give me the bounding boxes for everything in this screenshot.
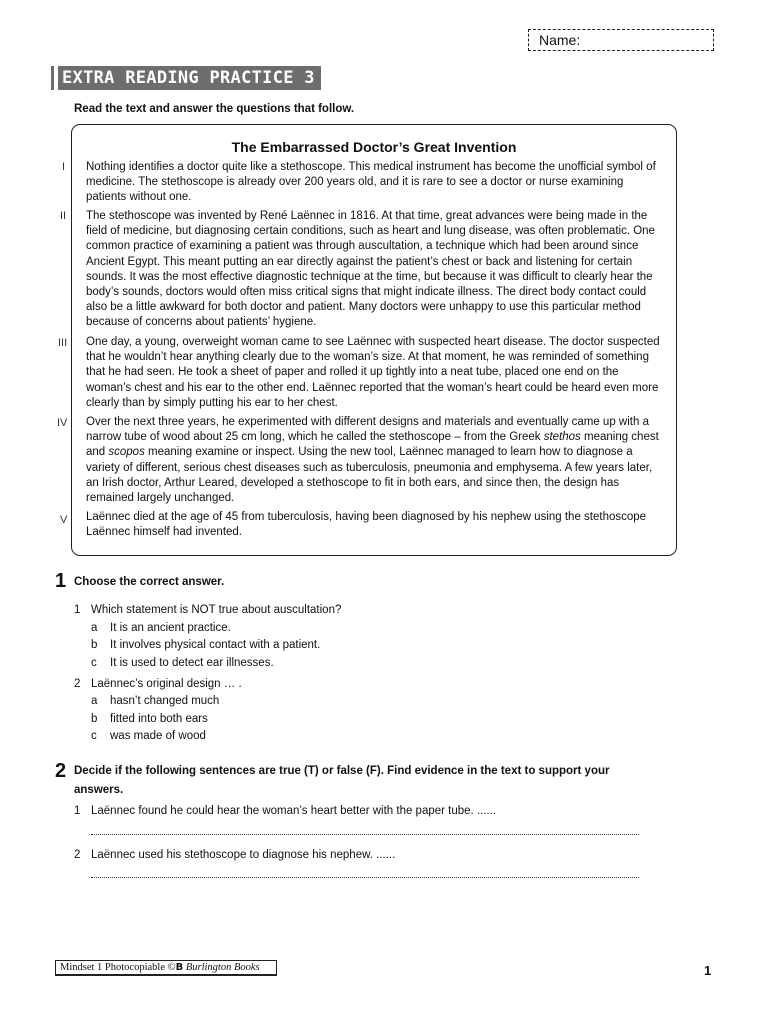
paragraph-numeral: III — [58, 337, 68, 349]
option-letter: c — [91, 730, 97, 742]
option-text: It is used to detect ear illnesses. — [110, 657, 274, 669]
option-text: hasn’t changed much — [110, 695, 220, 707]
paragraph: Nothing identifies a doctor quite like a stethoscope. This medical instrument has become the unofficial symbol of medicine. The stethoscope is already over 200 years old, and it is rare to see a doctor or nurse examining patients without one. — [86, 161, 656, 204]
option-letter: a — [91, 622, 98, 634]
answer-line[interactable] — [91, 834, 639, 835]
option-text: It involves physical contact with a patient. — [110, 639, 321, 651]
footer-publisher: Burlington Books — [183, 962, 260, 973]
answer-line[interactable] — [91, 877, 639, 878]
paragraph-text: meaning examine or inspect. Using the new tool, Laënnec managed to learn how to diagnose a variety of different, serious chest diseases such as tuberculosis, pneumonia and emphysema. A few years later, an Irish doctor, Arthur Leared, developed a stethoscope to fit in both ears, and since then, the design has remained largely unchanged. — [86, 446, 653, 505]
option-letter: c — [91, 657, 97, 669]
question-text: Laënnec used his stethoscope to diagnose his nephew. ...... — [91, 849, 396, 861]
option-letter: b — [91, 639, 98, 651]
paragraph-numeral: V — [60, 514, 68, 526]
name-label: Name: — [539, 32, 581, 48]
footer-series: Mindset 1 Photocopiable © — [60, 962, 176, 973]
option-letter: b — [91, 713, 98, 725]
question-text: Laënnec’s original design … . — [91, 678, 242, 690]
paragraph-numeral: IV — [57, 417, 68, 429]
paragraph-text: meaning chest and — [86, 431, 659, 459]
section-title: EXTRA READING PRACTICE 3 — [54, 66, 321, 90]
publisher-logo-icon: B — [175, 962, 184, 973]
paragraph — [86, 415, 666, 506]
question-text: Which statement is NOT true about auscultation? — [91, 604, 342, 616]
question-number: 2 — [74, 849, 81, 861]
paragraph: One day, a young, overweight woman came to see Laënnec with suspected heart disease. The doctor suspected that he wouldn’t hear anything clearly due to the woman’s size. At that moment, he was reminded of something that he had seen. He took a sheet of paper and rolled it up tightly into a neat tube, placed one end on the woman’s chest and his ear to the other end. Laënnec reported that the woman’s heart could be heard even more clearly than by simply putting his ear to her chest. — [86, 336, 660, 409]
paragraph-numeral: I — [62, 161, 66, 173]
question-number: 2 — [74, 678, 81, 690]
question-text: Laënnec found he could hear the woman’s heart better with the paper tube. ...... — [91, 805, 497, 817]
option-text: It is an ancient practice. — [110, 622, 231, 634]
exercise-heading: Choose the correct answer. — [74, 576, 225, 588]
reading-title: The Embarrassed Doctor’s Great Invention — [231, 139, 517, 155]
paragraph-numeral: II — [60, 210, 67, 222]
footer-credit — [55, 960, 277, 976]
option-text: was made of wood — [110, 730, 206, 742]
greek-word-stethos: stethos — [543, 431, 581, 444]
paragraph: The stethoscope was invented by René Laënnec in 1816. At that time, great advances were being made in the field of medicine, but diagnosing certain conditions, such as heart and lung disease, was often problematic. One common practice of examining a patient was through auscultation, a technique which had been around since Ancient Egypt. This meant putting an ear directly against the patient’s chest or back and listening for certain sounds. It was the most effective diagnostic technique at the time, but because it was difficult to clearly hear the body’s sounds, doctors would often miss critical signs that might indicate illness. The direct body contact could also be a little awkward for both doctor and patient. Many doctors were unhappy to use this particular method because of concerns about patients’ hygiene. — [86, 210, 655, 329]
question-number: 1 — [74, 805, 81, 817]
paragraph-text: Over the next three years, he experimented with different designs and materials and eventually came up with a narrow tube of wood about 25 cm long, which he called the stethoscope – from the Greek — [86, 416, 649, 444]
option-text: fitted into both ears — [110, 713, 208, 725]
name-field[interactable] — [528, 29, 714, 51]
paragraph: Laënnec died at the age of 45 from tuberculosis, having been diagnosed by his nephew using the stethoscope Laënnec himself had invented. — [86, 511, 647, 539]
exercise-number: 1 — [55, 570, 67, 592]
page-number: 1 — [704, 963, 712, 978]
greek-word-scopos: scopos — [108, 446, 145, 459]
exercise-heading: Decide if the following sentences are true (T) or false (F). Find evidence in the text to support your answers. — [74, 765, 610, 796]
option-letter: a — [91, 695, 98, 707]
instruction-text: Read the text and answer the questions that follow. — [74, 103, 355, 115]
question-number: 1 — [74, 604, 81, 616]
exercise-number: 2 — [55, 760, 67, 782]
